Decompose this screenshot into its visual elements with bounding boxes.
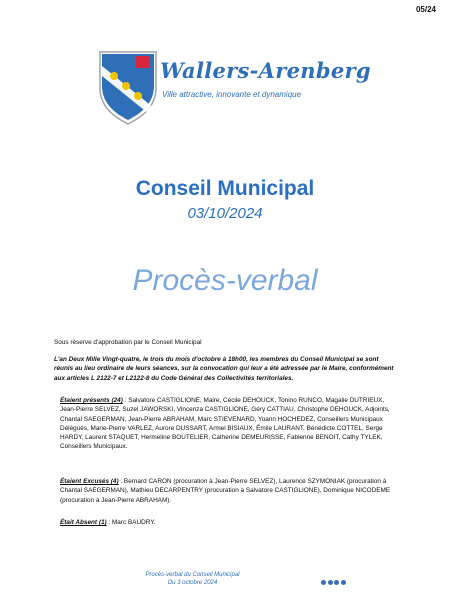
social-icons [321, 580, 346, 585]
absent-list: : Marc BAUDRY. [106, 519, 156, 526]
attendees-excused [60, 477, 400, 505]
document-title: Conseil Municipal [135, 177, 315, 200]
youtube-icon [341, 580, 346, 585]
attendees-absent [60, 518, 400, 527]
excused-list: : Bernard CARON (procuration à Jean-Pierre SELVEZ), Laurence SZYMONIAK (procuration à Chantal SAEGERMAN), Mathieu DECARPENTRY (procuration à Salvatore CASTIGLIONE), Dominique NICODEME (procuration à Jean-Pierre ABRAHAM). [60, 478, 391, 504]
excused-label: Étaient Excusés (4) [60, 478, 119, 485]
footer-caption [110, 571, 275, 588]
coat-of-arms-icon [96, 48, 160, 126]
page-number: 05/24 [415, 5, 436, 14]
attendees-present [60, 396, 400, 452]
footer-line-1: Procès-verbal du Conseil Municipal [145, 572, 240, 578]
proces-verbal-title: Procès-verbal [132, 264, 318, 297]
meeting-date: 03/10/2024 [187, 205, 263, 222]
intro-paragraph: L'an Deux Mille Vingt-quatre, le trois du mois d'octobre à 18h00, les membres du Conseil Municipal se sont réunis au lieu ordinaire de leurs séances, sur la convocation qui leur a été adressée par le Maire, conformément aux articles L 2122-7 et L2122-8 du Code Général des Collectivités territoriales. [54, 356, 394, 382]
present-label: Étaient présents (24) [60, 397, 123, 404]
approval-reserve-note: Sous réserve d'approbation par le Conseil Municipal [54, 339, 202, 346]
absent-label: Était Absent (1) [60, 519, 107, 526]
twitter-icon [328, 580, 333, 585]
brand-name: Wallers-Arenberg [160, 58, 371, 83]
footer-line-2: Du 3 octobre 2024 [167, 580, 218, 587]
logo [90, 46, 371, 136]
facebook-icon [321, 580, 326, 585]
brand-tagline: Ville attractive, innovante et dynamique [162, 90, 302, 99]
present-list: : Salvatore CASTIGLIONE, Maire, Cécile DEHOUCK, Tonino RUNCO, Magalie DUTRIEUX, Jean-Pierre SELVEZ, Suzel JAWORSKI, Vincenza CASTIGLIONE, Géry CATTIAU, Christophe DEHOUCK, Adjoints, Chantal SAEGERMAN, Jean-Pierre ABRAHAM, Marc STIEVENARD, Yoann HOCHEDEZ, Conseillers Municipaux Délégués, Marie-Pierre VARLEZ, Aurore DUSSART, Armel BISIAUX, Émile LAURANT, Bénédicte COTTEL, Serge HARDY, Laurent STAQUET, Hermeline BOUTELIER, Catherine DEMEURISSE, Fabienne BENOIT, Cathy TYLEK, Conseillers Municipaux. [60, 397, 390, 451]
instagram-icon [334, 580, 339, 585]
